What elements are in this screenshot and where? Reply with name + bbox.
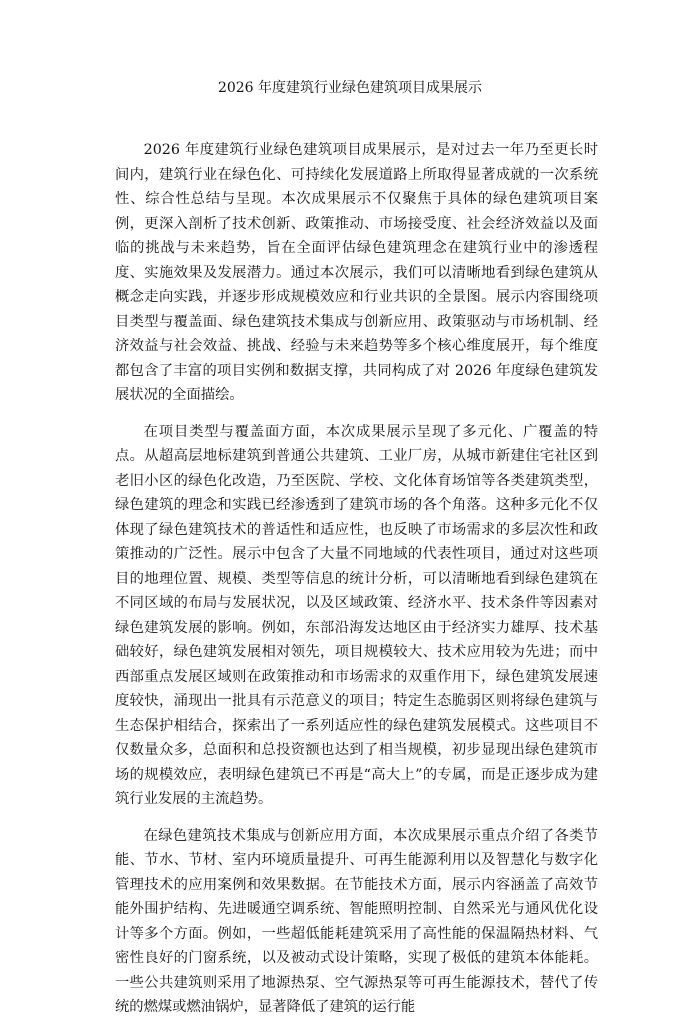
document-body xyxy=(115,138,598,1032)
paragraph-project-types: 在项目类型与覆盖面方面，本次成果展示呈现了多元化、广覆盖的特点。从超高层地标建筑到普通公共建筑、工业厂房，从城市新建住宅社区到老旧小区的绿色化改造，乃至医院、学校、文化体育场馆等各类建筑类型，绿色建筑的理念和实践已经渗透到了建筑市场的各个角落。这种多元化不仅体现了绿色建筑技术的普适性和适应性，也反映了市场需求的多层次性和政策推动的广泛性。展示中包含了大量不同地域的代表性项目，通过对这些项目的地理位置、规模、类型等信息的统计分析，可以清晰地看到绿色建筑在不同区域的布局与发展状况，以及区域政策、经济水平、技术条件等因素对绿色建筑发展的影响。例如，东部沿海发达地区由于经济实力雄厚、技术基础较好，绿色建筑发展相对领先，项目规模较大、技术应用较为先进；而中西部重点发展区域则在政策推动和市场需求的双重作用下，绿色建筑发展速度较快，涌现出一批具有示范意义的项目；特定生态脆弱区则将绿色建筑与生态保护相结合，探索出了一系列适应性的绿色建筑发展模式。这些项目不仅数量众多，总面积和总投资额也达到了相当规模，初步显现出绿色建筑市场的规模效应，表明绿色建筑已不再是“高大上”的专属，而是正逐步成为建筑行业发展的主流趋势。 xyxy=(115,423,598,807)
paragraph-technology: 在绿色建筑技术集成与创新应用方面，本次成果展示重点介绍了各类节能、节水、节材、室内环境质量提升、可再生能源利用以及智慧化与数字化管理技术的应用案例和效果数据。在节能技术方面，展示内容涵盖了高效节能外围护结构、先进暖通空调系统、智能照明控制、自然采光与通风优化设计等多个方面。例如，一些超低能耗建筑采用了高性能的保温隔热材料、气密性良好的门窗系统，以及被动式设计策略，实现了极低的建筑本体能耗。一些公共建筑则采用了地源热泵、空气源热泵等可再生能源技术，替代了传统的燃煤或燃油锅炉，显著降低了建筑的运行能 xyxy=(115,827,598,1015)
document-title: 2026 年度建筑行业绿色建筑项目成果展示 xyxy=(217,80,483,96)
paragraph-introduction: 2026 年度建筑行业绿色建筑项目成果展示，是对过去一年乃至更长时间内，建筑行业在绿色化、可持续化发展道路上所取得显著成就的一次系统性、综合性总结与呈现。本次成果展示不仅聚焦于具体的绿色建筑项目案例，更深入剖析了技术创新、政策推动、市场接受度、社会经济效益以及面临的挑战与未来趋势，旨在全面评估绿色建筑理念在建筑行业中的渗透程度、实施效果及发展潜力。通过本次展示，我们可以清晰地看到绿色建筑从概念走向实践，并逐步形成规模效应和行业共识的全景图。展示内容围绕项目类型与覆盖面、绿色建筑技术集成与创新应用、政策驱动与市场机制、经济效益与社会效益、挑战、经验与未来趋势等多个核心维度展开，每个维度都包含了丰富的项目实例和数据支撑，共同构成了对 2026 年度绿色建筑发展状况的全面描绘。 xyxy=(115,142,598,403)
